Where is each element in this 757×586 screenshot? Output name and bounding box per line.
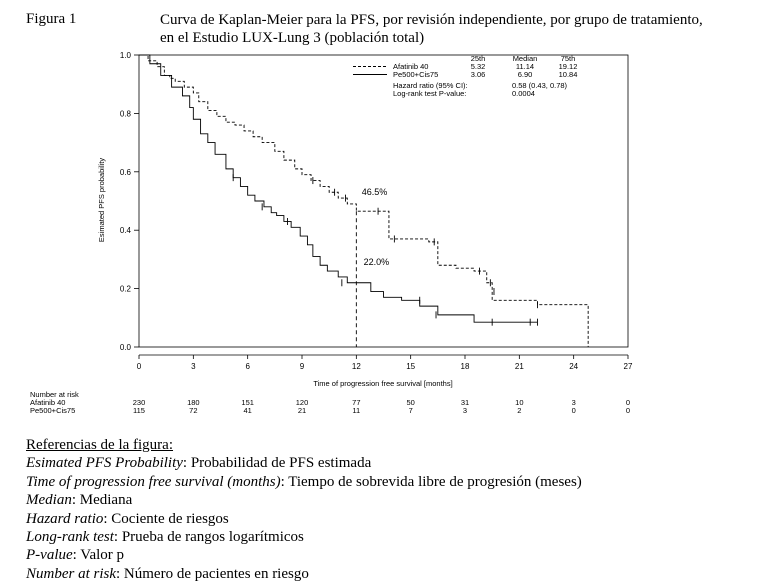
reference-definition: : Probabilidad de PFS estimada <box>182 455 372 472</box>
legend-series-label: Afatinib 40 <box>393 62 429 71</box>
y-tick-label: 0.2 <box>119 284 131 294</box>
reference-definition: : Mediana <box>71 492 133 509</box>
x-tick-label: 12 <box>351 362 361 371</box>
reference-item <box>26 546 582 564</box>
x-tick-label: 15 <box>406 362 416 371</box>
reference-term: Number at risk <box>26 565 116 582</box>
stats-value: 6.90 <box>517 70 533 79</box>
reference-term: Esimated PFS Probability <box>26 455 183 472</box>
logrank-label: Log-rank test P-value: <box>393 89 467 98</box>
risk-count: 3 <box>571 398 576 407</box>
reference-item <box>26 491 582 509</box>
hazard-ratio-value: 0.58 (0.43, 0.78) <box>512 81 568 90</box>
reference-item <box>26 528 582 546</box>
risk-count: 120 <box>295 398 309 407</box>
reference-definition: : Cociente de riesgos <box>103 510 229 527</box>
risk-count: 31 <box>460 398 470 407</box>
risk-count: 72 <box>189 406 198 415</box>
logrank-value: 0.0004 <box>512 89 535 98</box>
stats-value: 5.32 <box>470 62 486 71</box>
y-tick-label: 0.4 <box>119 226 131 236</box>
figure-label: Figura 1 <box>26 11 77 27</box>
risk-count: 10 <box>515 398 524 407</box>
x-tick-label: 6 <box>245 362 250 371</box>
risk-table <box>30 390 630 415</box>
y-tick-label: 1.0 <box>119 51 131 60</box>
x-tick-label: 24 <box>569 362 579 371</box>
hazard-ratio-label: Hazard ratio (95% CI): <box>393 81 468 90</box>
risk-count: 230 <box>132 398 146 407</box>
risk-count: 21 <box>297 406 307 415</box>
series-line-pemetrexed-cisplatin <box>139 55 537 322</box>
y-tick-label: 0.0 <box>119 343 131 352</box>
risk-count: 0 <box>625 406 631 415</box>
plot-frame <box>139 55 628 347</box>
references-title: Referencias de la figura: <box>26 437 174 453</box>
reference-definition: : Número de pacientes en riesgo <box>116 565 309 582</box>
reference-term: P-value <box>26 547 73 564</box>
reference-term: Hazard ratio <box>26 510 104 527</box>
stats-col-header: 75th <box>560 54 576 63</box>
risk-count: 7 <box>408 406 413 415</box>
chart-legend <box>353 54 577 98</box>
x-tick-label: 27 <box>623 362 633 371</box>
reference-term: Median <box>26 492 72 509</box>
x-tick-label: 18 <box>460 362 470 371</box>
risk-count: 151 <box>241 398 254 407</box>
risk-count: 0 <box>625 398 631 407</box>
risk-row-label: Afatinib 40 <box>30 398 66 407</box>
reference-definition: : Valor p <box>72 547 125 564</box>
caption-line-1: Curva de Kaplan-Meier para la PFS, por revisión independiente, por grupo de tratamiento, <box>160 12 703 28</box>
legend-series-label: Pe500+Cis75 <box>393 70 439 79</box>
x-tick-label: 0 <box>136 362 142 371</box>
reference-item <box>26 454 582 472</box>
risk-count: 77 <box>352 398 361 407</box>
caption-line-2: en el Estudio LUX-Lung 3 (población total) <box>160 30 425 46</box>
stats-value: 10.84 <box>558 70 578 79</box>
series-line-afatinib <box>139 55 588 347</box>
stats-value: 19.12 <box>558 62 578 71</box>
stats-value: 3.06 <box>470 70 486 79</box>
risk-count: 3 <box>462 406 468 415</box>
reference-term: Long-rank test <box>26 529 114 546</box>
risk-count: 50 <box>406 398 415 407</box>
x-axis-label: Time of progression free survival [months] <box>313 379 453 388</box>
reference-item <box>26 473 582 491</box>
x-tick-label: 21 <box>514 362 524 371</box>
chart-axes <box>97 55 628 388</box>
risk-row-label: Pe500+Cis75 <box>30 406 76 415</box>
risk-count: 180 <box>187 398 200 407</box>
risk-count: 11 <box>352 406 361 415</box>
reference-item <box>26 565 582 583</box>
reference-definition: : Prueba de rangos logarítmicos <box>113 529 304 546</box>
stats-col-header: Median <box>512 54 538 63</box>
chart-ticks <box>120 51 633 371</box>
figure-references <box>26 436 582 583</box>
x-tick-label: 9 <box>299 362 305 371</box>
risk-count: 2 <box>517 406 522 415</box>
y-axis-label: Esimated PFS probability <box>97 157 106 243</box>
stats-col-header: 25th <box>470 54 486 63</box>
reference-item <box>26 510 582 528</box>
reference-term: Time of progression free survival (months) <box>26 473 281 490</box>
percent-annotation: 46.5% <box>361 187 388 198</box>
stats-value: 11.14 <box>515 62 535 71</box>
y-tick-label: 0.6 <box>119 167 131 177</box>
reference-definition: : Tiempo de sobrevida libre de progresión (meses) <box>280 473 582 490</box>
risk-count: 0 <box>571 406 576 415</box>
y-tick-label: 0.8 <box>119 109 131 119</box>
risk-count: 41 <box>243 406 252 415</box>
risk-count: 115 <box>133 406 145 415</box>
percent-annotation: 22.0% <box>363 257 390 268</box>
chart-series <box>139 55 588 347</box>
risk-table-title: Number at risk <box>30 390 79 399</box>
x-tick-label: 3 <box>191 362 196 371</box>
